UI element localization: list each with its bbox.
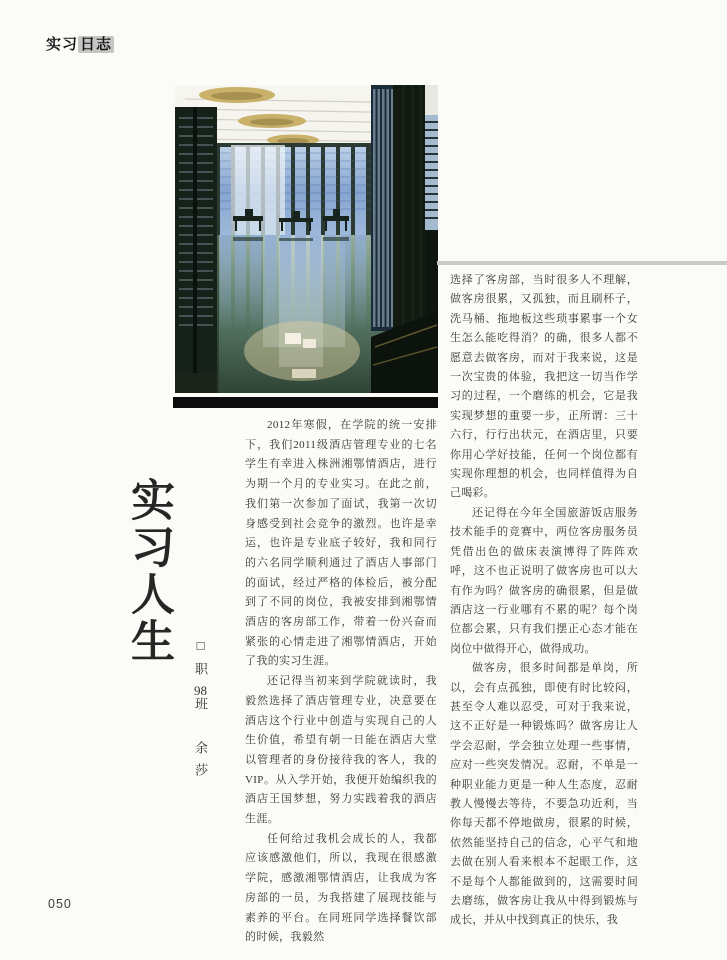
hotel-lobby-photo-art bbox=[175, 85, 438, 393]
article-byline bbox=[191, 638, 210, 818]
hotel-lobby-photo bbox=[175, 85, 438, 393]
byline-class-prefix: □职 bbox=[193, 638, 208, 684]
column-divider-rule bbox=[437, 261, 727, 265]
section-header bbox=[46, 33, 114, 54]
paragraph: 还记得在今年全国旅游饭店服务技术能手的竞赛中，两位客房服务员凭借出色的做床表演博得了阵阵欢呼，这不也正说明了做客房也可以大有作为吗？做客房的确很累，但是做酒店这一行业哪有不累的呢？每个岗位都会累，只有我们摆正心态才能在岗位中做得开心，做得成功。 bbox=[450, 506, 638, 655]
paragraph: 任何给过我机会成长的人，我都应该感激他们，所以，我现在很感激学院，感激湘鄂情酒店，让我成为客房部的一员，为我搭建了展现技能与素养的平台。在同班同学选择餐饮部的时候，我毅然 bbox=[245, 832, 437, 944]
paragraph: 2012年寒假，在学院的统一安排下，我们2011级酒店管理专业的七名学生有幸进入株洲湘鄂情酒店，进行为期一个月的专业实习。在此之前，我们第一次参加了面试，我第一次切身感受到社会竞争的激烈。也许是幸运，也许是专业底子较好，我和同行的六名同学顺利通过了酒店人事部门的面试，经过严格的体检后，被分配到了不同的岗位，我被安排到湘鄂情酒店的客房部工作，带着一份兴奋而紧张的心情走进了湘鄂情酒店，开始了我的实习生涯。 bbox=[245, 419, 437, 668]
byline-author: 班 余莎 bbox=[193, 697, 208, 785]
paragraph: 还记得当初来到学院就读时，我毅然选择了酒店管理专业，决意要在酒店这个行业中创造与实现自己的人生价值，希望有朝一日能在酒店大堂以管理者的身份接待我的客人，我的VIP。从入学开始，我便开始编织我的酒店王国梦想，努力实践着我的酒店生涯。 bbox=[245, 675, 437, 826]
page-number: 050 bbox=[48, 897, 72, 911]
section-header-bold: 实习 bbox=[46, 36, 79, 53]
article-title: 实习人生 bbox=[123, 477, 174, 665]
paragraph: 做客房，很多时间都是单岗，所以，会有点孤独，即使有时比较闷，甚至令人难以忍受，可对于我来说，这不正好是一种锻炼吗？做客房让人学会忍耐，学会独立处理一些事情，应对一些突发情况。忍耐，不单是一种职业能力更是一种人生态度，忍耐教人慢慢去等待，不要急功近利，当你每天都不停地做房，很累的时候，依然能坚持自己的信念，心平气和地去做在别人看来根本不起眼工作，这不是每个人都能做到的，这需要时间去磨练，做客房让我从中得到锻炼与成长，并从中找到真正的快乐，我 bbox=[450, 662, 638, 927]
left-text-column bbox=[245, 416, 437, 948]
byline-class-number: 98 bbox=[194, 684, 207, 697]
section-header-boxed: 日志 bbox=[80, 36, 113, 53]
photo-bottom-bar bbox=[173, 397, 438, 408]
right-text-column bbox=[450, 271, 638, 931]
paragraph-continuation: 选择了客房部，当时很多人不理解，做客房很累，又孤独，而且刷杯子，洗马桶、拖地板这些琐事累事一个女生怎么能吃得消？的确，很多人都不愿意去做客房，而对于我来说，这是一次宝贵的体验，我把这一切当作学习的过程，一个磨练的机会，它是我实现梦想的重要一步，正所谓：三十六行，行行出状元，在酒店里，只要你用心学好技能，任何一个岗位都有实现你理想的机会，也同样值得为自己喝彩。 bbox=[450, 274, 638, 500]
